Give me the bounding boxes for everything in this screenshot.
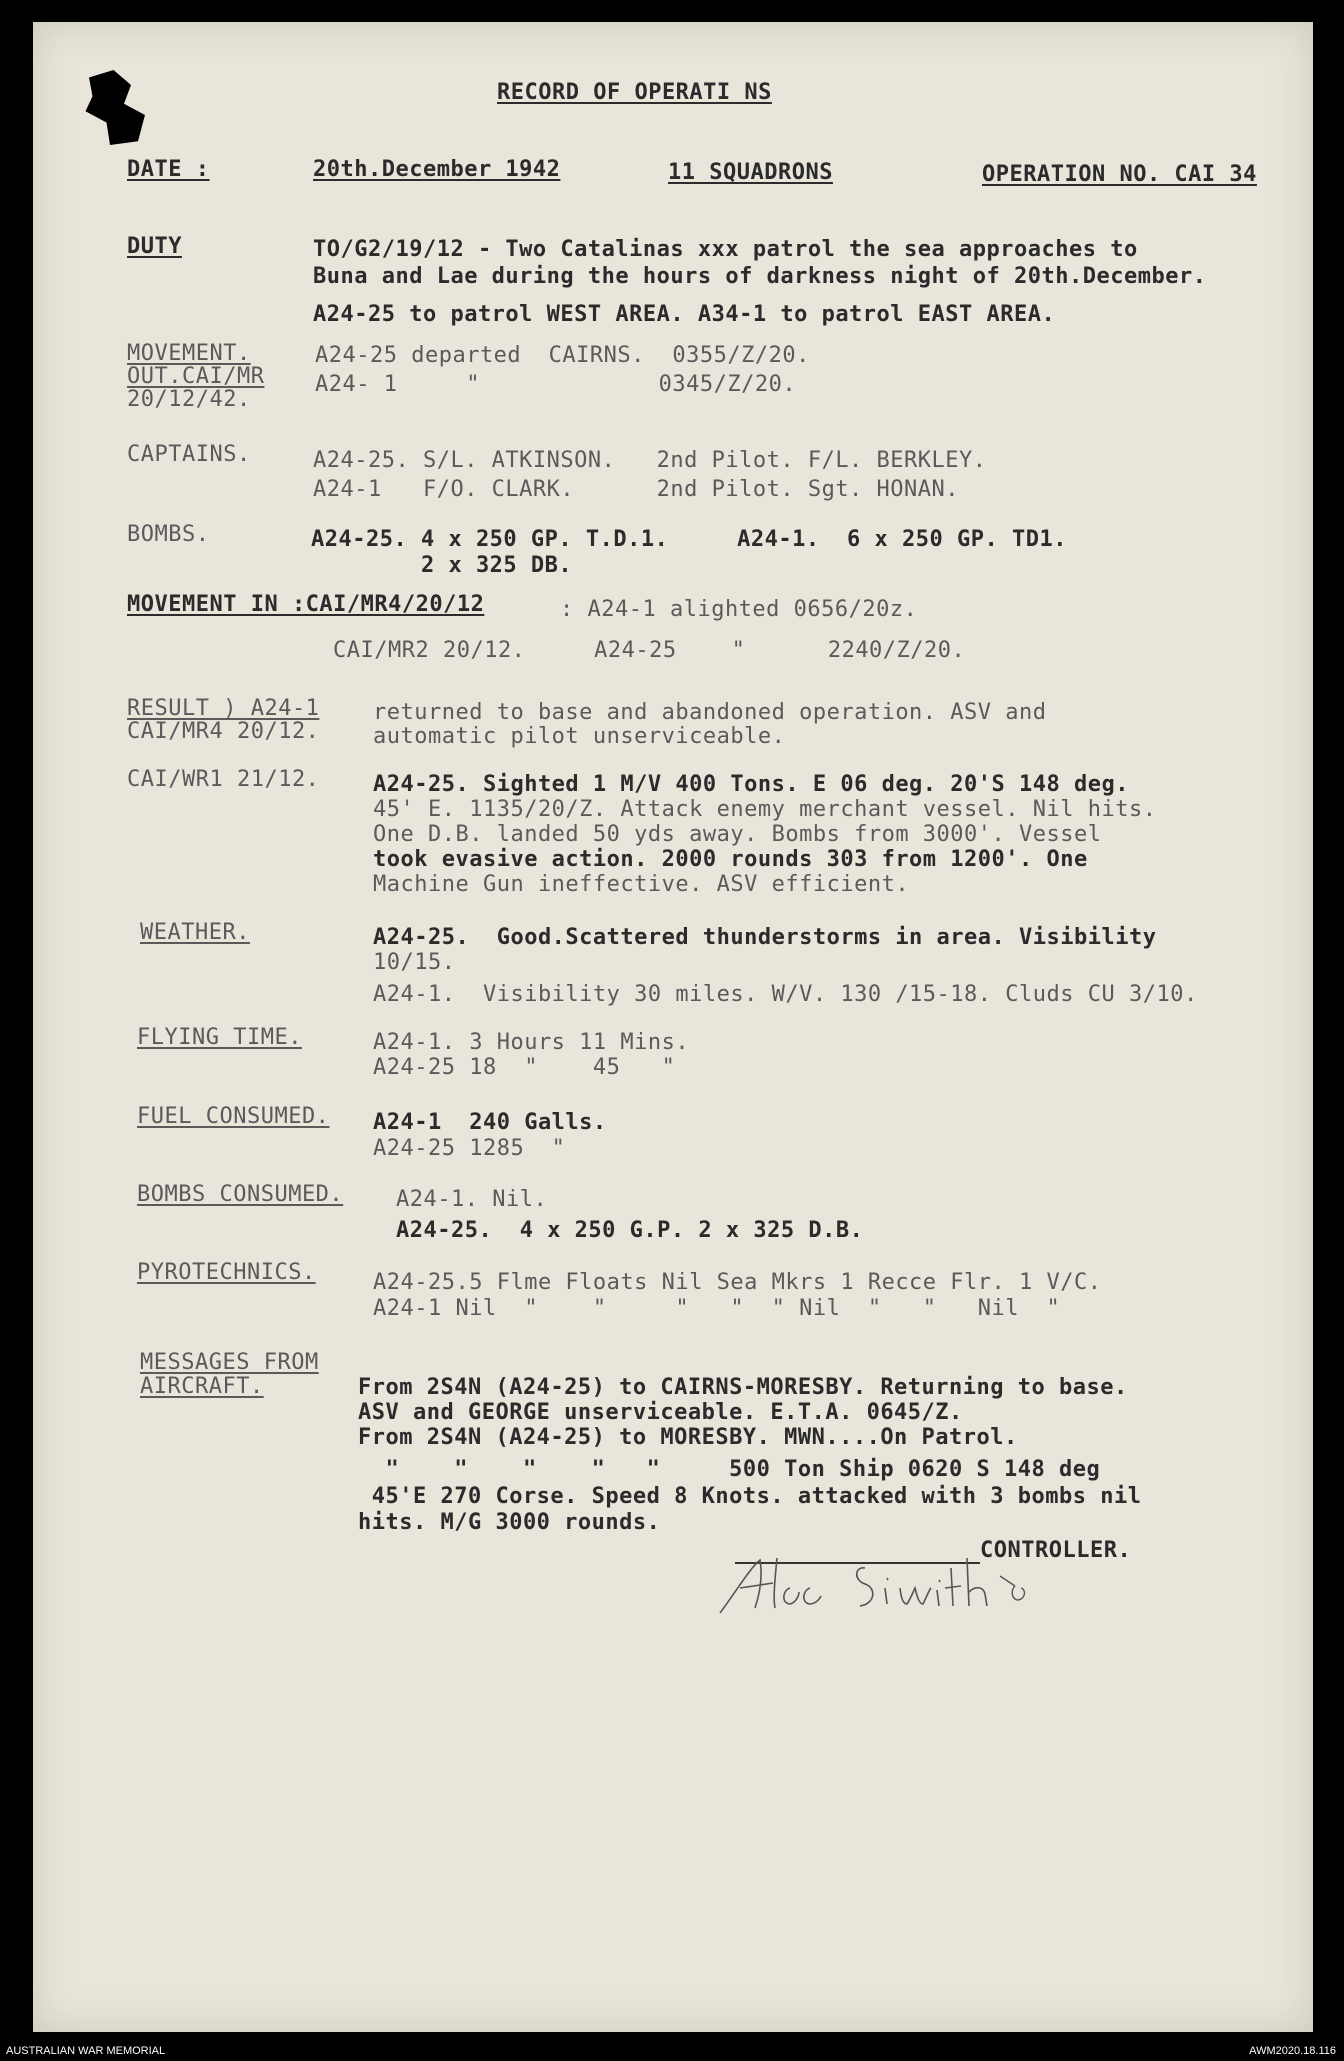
squadrons: 11 SQUADRONS [668, 160, 833, 185]
flying-time-line-1: A24-1. 3 Hours 11 Mins. [373, 1030, 690, 1055]
bombs-consumed-label: BOMBS CONSUMED. [137, 1182, 344, 1207]
messages-label-2: AIRCRAFT. [140, 1374, 264, 1399]
weather-line-2: 10/15. [373, 950, 456, 975]
bombs-label: BOMBS. [127, 522, 210, 547]
movement-out-label-1: MOVEMENT. [127, 341, 251, 366]
bombs-line-2: 2 x 325 DB. [311, 553, 573, 578]
messages-line-1: From 2S4N (A24-25) to CAIRNS-MORESBY. Returning to base. [358, 1375, 1128, 1400]
pyrotechnics-line-1: A24-25.5 Flme Floats Nil Sea Mkrs 1 Recce Flr. 1 V/C. [373, 1270, 1102, 1295]
duty-label: DUTY [127, 234, 182, 259]
result-line-1: returned to base and abandoned operation. ASV and [373, 700, 1047, 725]
footer-left: AUSTRALIAN WAR MEMORIAL [6, 2045, 166, 2057]
date-value: 20th.December 1942 [313, 157, 561, 182]
result2-line-3: One D.B. landed 50 yds away. Bombs from 3000'. Vessel [373, 822, 1102, 847]
fuel-consumed-label: FUEL CONSUMED. [137, 1104, 330, 1129]
weather-label: WEATHER. [140, 920, 250, 945]
date-label: DATE : [127, 157, 210, 182]
result-label-1: RESULT ) A24-1 [127, 696, 320, 721]
controller-label: CONTROLLER. [980, 1538, 1132, 1563]
result2-line-2: 45' E. 1135/20/Z. Attack enemy merchant vessel. Nil hits. [373, 797, 1157, 822]
duty-line-3: A24-25 to patrol WEST AREA. A34-1 to patrol EAST AREA. [313, 302, 1056, 327]
duty-line-2: Buna and Lae during the hours of darkness night of 20th.December. [313, 264, 1207, 289]
messages-label-1: MESSAGES FROM [140, 1350, 319, 1375]
document-title: RECORD OF OPERATI NS [497, 80, 772, 105]
flying-time-label: FLYING TIME. [137, 1025, 302, 1050]
movement-out-line-1: A24-25 departed CAIRNS. 0355/Z/20. [315, 343, 810, 368]
movement-out-line-2: A24- 1 " 0345/Z/20. [315, 372, 797, 397]
messages-line-2: ASV and GEORGE unserviceable. E.T.A. 0645/Z. [358, 1400, 963, 1425]
bombs-consumed-line-2: A24-25. 4 x 250 G.P. 2 x 325 D.B. [396, 1218, 864, 1243]
footer-right: AWM2020.18.116 [1249, 2045, 1336, 2057]
captains-line-2: A24-1 F/O. CLARK. 2nd Pilot. Sgt. HONAN. [313, 477, 960, 502]
result2-line-5: Machine Gun ineffective. ASV efficient. [373, 872, 910, 897]
duty-line-1: TO/G2/19/12 - Two Catalinas xxx patrol the sea approaches to [313, 237, 1138, 262]
bombs-consumed-line-1: A24-1. Nil. [396, 1187, 548, 1212]
weather-line-3: A24-1. Visibility 30 miles. W/V. 130 /15-18. Cluds CU 3/10. [373, 982, 1198, 1007]
bombs-line-1: A24-25. 4 x 250 GP. T.D.1. A24-1. 6 x 250 GP. TD1. [311, 527, 1067, 552]
movement-in-line-2: CAI/MR2 20/12. A24-25 " 2240/Z/20. [333, 638, 966, 663]
movement-out-label-2: OUT.CAI/MR [127, 364, 265, 389]
result-line-2: automatic pilot unserviceable. [373, 724, 786, 749]
operation-number: OPERATION NO. CAI 34 [982, 162, 1257, 187]
flying-time-line-2: A24-25 18 " 45 " [373, 1055, 676, 1080]
movement-in-label: MOVEMENT IN :CAI/MR4/20/12 [127, 592, 485, 617]
messages-line-6: hits. M/G 3000 rounds. [358, 1510, 661, 1535]
pyrotechnics-label: PYROTECHNICS. [137, 1260, 316, 1285]
weather-line-1: A24-25. Good.Scattered thunderstorms in area. Visibility [373, 925, 1157, 950]
movement-in-line-1: : A24-1 alighted 0656/20z. [560, 597, 918, 622]
movement-out-label-3: 20/12/42. [127, 387, 251, 412]
pyrotechnics-line-2: A24-1 Nil " " " " " Nil " " Nil " [373, 1296, 1061, 1321]
result-label-2: CAI/MR4 20/12. [127, 719, 320, 744]
result2-label: CAI/WR1 21/12. [127, 767, 320, 792]
result2-line-4: took evasive action. 2000 rounds 303 from 1200'. One [373, 847, 1088, 872]
captains-line-1: A24-25. S/L. ATKINSON. 2nd Pilot. F/L. BERKLEY. [313, 448, 987, 473]
messages-line-5: 45'E 270 Corse. Speed 8 Knots. attacked with 3 bombs nil [358, 1484, 1142, 1509]
result2-line-1: A24-25. Sighted 1 M/V 400 Tons. E 06 deg. 20'S 148 deg. [373, 772, 1129, 797]
messages-line-4: " " " " " 500 Ton Ship 0620 S 148 deg [358, 1457, 1101, 1482]
fuel-line-1: A24-1 240 Galls. [373, 1110, 607, 1135]
captains-label: CAPTAINS. [127, 442, 251, 467]
messages-line-3: From 2S4N (A24-25) to MORESBY. MWN....On Patrol. [358, 1425, 1018, 1450]
fuel-line-2: A24-25 1285 " [373, 1136, 566, 1161]
handwritten-signature [715, 1538, 1035, 1618]
